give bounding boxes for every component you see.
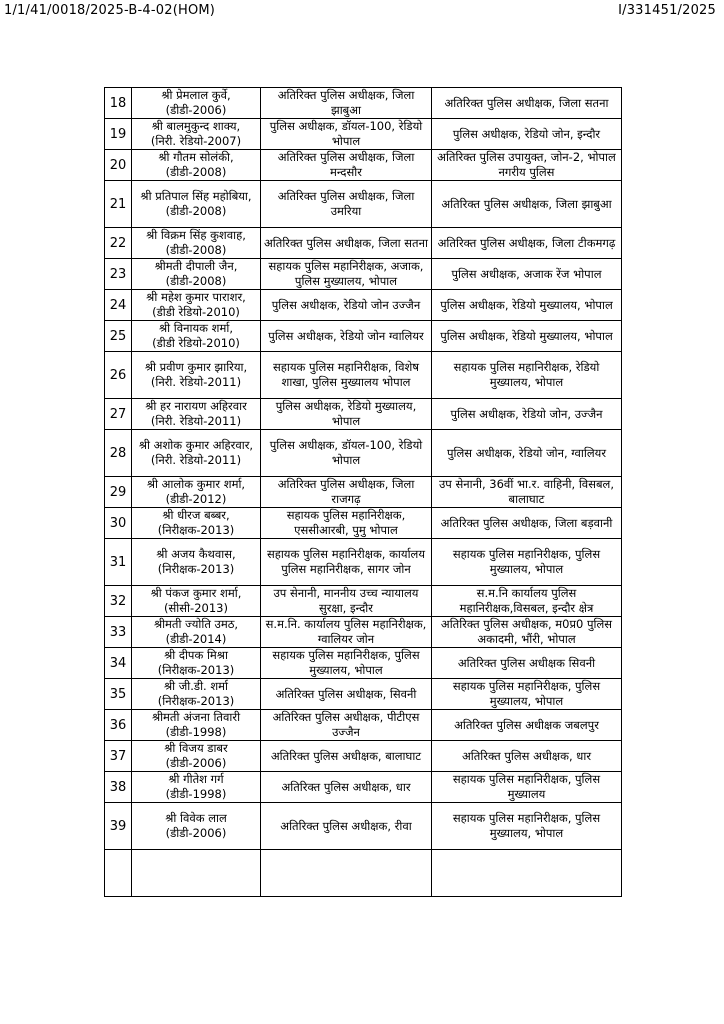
officer-cell — [132, 119, 261, 150]
new-posting — [432, 259, 622, 290]
current-posting — [261, 539, 432, 586]
new-posting-text: अतिरिक्त पुलिस अधीक्षक, म0प्र0 पुलिस अकादमी, भौंरी, भोपाल — [440, 617, 613, 646]
officer-cell — [132, 259, 261, 290]
serial-number: 33 — [105, 617, 132, 648]
serial-number: 37 — [105, 741, 132, 772]
table-row — [105, 321, 622, 352]
new-posting-text: अतिरिक्त पुलिस अधीक्षक जबलपुर — [454, 717, 599, 732]
officer-cell — [132, 710, 261, 741]
new-posting-text: पुलिस अधीक्षक, रेडियो जोन, उज्जैन — [450, 406, 603, 421]
new-posting — [432, 803, 622, 850]
current-posting-text: अतिरिक्त पुलिस अधीक्षक, रीवा — [280, 818, 412, 833]
serial-number: 30 — [105, 508, 132, 539]
table-row — [105, 539, 622, 586]
current-posting-text: अतिरिक्त पुलिस अधीक्षक, जिला सतना — [264, 235, 428, 250]
current-posting — [261, 259, 432, 290]
officer-name: श्रीमती दीपाली जैन, — [154, 259, 238, 273]
new-posting — [432, 586, 622, 617]
serial-number: 27 — [105, 399, 132, 430]
current-posting — [261, 321, 432, 352]
new-posting — [432, 508, 622, 539]
current-posting-text: सहायक पुलिस महानिरीक्षक, विशेष शाखा, पुलिस मुख्यालय भोपाल — [273, 360, 419, 389]
officer-name: श्री प्रेमलाल कुर्वे, — [161, 88, 231, 102]
officer-batch: (डीडी-2012) — [165, 492, 227, 506]
officer-name: श्री जी.डी. शर्मा — [163, 679, 229, 693]
officer-name: श्री विजय डाबर — [164, 741, 228, 755]
officer-cell — [132, 508, 261, 539]
new-posting-text: अतिरिक्त पुलिस अधीक्षक, जिला झाबुआ — [441, 196, 612, 211]
current-posting — [261, 772, 432, 803]
current-posting — [261, 741, 432, 772]
new-posting-text: अतिरिक्त पुलिस अधीक्षक, जिला टीकमगढ़ — [437, 235, 616, 250]
serial-number: 38 — [105, 772, 132, 803]
current-posting-text: अतिरिक्त पुलिस अधीक्षक, जिला मन्दसौर — [277, 150, 415, 179]
empty-cell — [261, 850, 432, 897]
new-posting-text: सहायक पुलिस महानिरीक्षक, पुलिस मुख्यालय, भोपाल — [452, 811, 601, 840]
serial-number: 25 — [105, 321, 132, 352]
current-posting — [261, 290, 432, 321]
officer-cell — [132, 679, 261, 710]
new-posting — [432, 679, 622, 710]
current-posting — [261, 181, 432, 228]
officer-batch: (निरी. रेडियो-2011) — [150, 375, 242, 389]
table-row — [105, 772, 622, 803]
officer-name: श्री प्रवीण कुमार झारिया, — [144, 360, 248, 374]
table-row — [105, 710, 622, 741]
new-posting — [432, 352, 622, 399]
serial-number: 35 — [105, 679, 132, 710]
officer-name: श्री धीरज बब्बर, — [162, 508, 230, 522]
serial-number: 20 — [105, 150, 132, 181]
officer-cell — [132, 88, 261, 119]
current-posting — [261, 679, 432, 710]
current-posting-text: अतिरिक्त पुलिस अधीक्षक, धार — [281, 779, 411, 794]
serial-number: 29 — [105, 477, 132, 508]
current-posting-text: पुलिस अधीक्षक, रेडियो मुख्यालय, भोपाल — [275, 399, 417, 428]
officer-name: श्री आलोक कुमार शर्मा, — [146, 477, 246, 491]
officer-batch: (डीडी-2014) — [165, 632, 227, 646]
officer-cell — [132, 586, 261, 617]
current-posting — [261, 430, 432, 477]
officer-batch: (डीडी-1998) — [165, 725, 227, 739]
current-posting-text: अतिरिक्त पुलिस अधीक्षक, पीटीएस उज्जैन — [272, 710, 420, 739]
table-row — [105, 352, 622, 399]
table-row — [105, 477, 622, 508]
new-posting — [432, 399, 622, 430]
officer-name: श्री विवेक लाल — [165, 811, 227, 825]
new-posting — [432, 430, 622, 477]
officer-name: श्रीमती अंजना तिवारी — [151, 710, 241, 724]
transfer-table-body — [105, 88, 622, 897]
officer-batch: (डीडी-2008) — [165, 243, 227, 257]
officer-batch: (निरीक्षक-2013) — [157, 562, 235, 576]
new-posting — [432, 181, 622, 228]
officer-name: श्री दीपक मिश्रा — [164, 648, 228, 662]
serial-number: 34 — [105, 648, 132, 679]
officer-batch: (डीडी-2006) — [165, 826, 227, 840]
officer-cell — [132, 539, 261, 586]
new-posting — [432, 119, 622, 150]
table-row — [105, 259, 622, 290]
empty-row — [105, 850, 622, 897]
new-posting-text: अतिरिक्त पुलिस अधीक्षक, जिला बड़वानी — [440, 515, 613, 530]
officer-batch: (डीडी रेडियो-2010) — [152, 336, 240, 350]
officer-name: श्री अजय कैथवास, — [156, 547, 236, 561]
current-posting-text: स.म.नि. कार्यालय पुलिस महानिरीक्षक, ग्वालियर जोन — [265, 617, 427, 646]
serial-number: 23 — [105, 259, 132, 290]
officer-name: श्री बालमुकुन्द शाक्य, — [151, 119, 241, 133]
transfer-table — [104, 87, 622, 897]
new-posting — [432, 772, 622, 803]
table-row — [105, 679, 622, 710]
current-posting-text: उप सेनानी, माननीय उच्च न्यायालय सुरक्षा, इन्दौर — [273, 586, 419, 615]
table-row — [105, 430, 622, 477]
officer-cell — [132, 399, 261, 430]
table-row — [105, 88, 622, 119]
new-posting — [432, 648, 622, 679]
officer-batch: (डीडी रेडियो-2010) — [152, 305, 240, 319]
officer-name: श्री पंकज कुमार शर्मा, — [150, 586, 242, 600]
new-posting-text: स.म.नि कार्यालय पुलिस महानिरीक्षक,विसबल, इन्दौर क्षेत्र — [459, 586, 594, 615]
new-posting — [432, 617, 622, 648]
current-posting — [261, 150, 432, 181]
officer-name: श्री अशोक कुमार अहिरवार, — [138, 438, 254, 452]
officer-batch: (सीसी-2013) — [164, 601, 228, 615]
current-posting — [261, 803, 432, 850]
new-posting-text: पुलिस अधीक्षक, रेडियो जोन, ग्वालियर — [446, 445, 607, 460]
officer-batch: (निरीक्षक-2013) — [157, 523, 235, 537]
officer-cell — [132, 150, 261, 181]
empty-cell — [432, 850, 622, 897]
empty-cell — [105, 850, 132, 897]
table-row — [105, 741, 622, 772]
officer-batch: (निरी. रेडियो-2011) — [150, 414, 242, 428]
officer-name: श्री गीतेश गर्ग — [168, 772, 224, 786]
new-posting — [432, 228, 622, 259]
new-posting-text: पुलिस अधीक्षक, रेडियो मुख्यालय, भोपाल — [440, 297, 613, 312]
current-posting-text: पुलिस अधीक्षक, डॉयल-100, रेडियो भोपाल — [269, 119, 423, 148]
current-posting-text: अतिरिक्त पुलिस अधीक्षक, जिला उमरिया — [277, 189, 415, 218]
officer-name: श्री विनायक शर्मा, — [159, 321, 233, 335]
officer-batch: (निरीक्षक-2013) — [157, 663, 235, 677]
officer-cell — [132, 741, 261, 772]
serial-number: 18 — [105, 88, 132, 119]
table-row — [105, 399, 622, 430]
officer-batch: (निरीक्षक-2013) — [157, 694, 235, 708]
serial-number: 36 — [105, 710, 132, 741]
officer-name: श्री हर नारायण अहिरवार — [145, 399, 247, 413]
new-posting — [432, 321, 622, 352]
officer-name: श्री गौतम सोलंकी, — [158, 150, 234, 164]
officer-cell — [132, 181, 261, 228]
new-posting-text: पुलिस अधीक्षक, रेडियो मुख्यालय, भोपाल — [440, 328, 613, 343]
new-posting — [432, 539, 622, 586]
empty-cell — [132, 850, 261, 897]
officer-name: श्री प्रतिपाल सिंह महोबिया, — [140, 189, 252, 203]
current-posting — [261, 586, 432, 617]
new-posting-text: सहायक पुलिस महानिरीक्षक, पुलिस मुख्यालय, भोपाल — [452, 679, 601, 708]
current-posting — [261, 119, 432, 150]
officer-name: श्री विक्रम सिंह कुशवाह, — [146, 228, 246, 242]
current-posting — [261, 352, 432, 399]
new-posting-text: अतिरिक्त पुलिस अधीक्षक, धार — [461, 748, 592, 763]
new-posting — [432, 710, 622, 741]
officer-batch: (डीडी-2006) — [165, 103, 227, 117]
current-posting — [261, 88, 432, 119]
officer-batch: (निरी. रेडियो-2011) — [150, 453, 242, 467]
serial-number: 32 — [105, 586, 132, 617]
officer-batch: (डीडी-2006) — [165, 756, 227, 770]
table-row — [105, 648, 622, 679]
table-row — [105, 586, 622, 617]
file-number: 1/1/41/0018/2025-B-4-02(HOM) — [4, 3, 216, 18]
current-posting — [261, 508, 432, 539]
current-posting — [261, 648, 432, 679]
officer-cell — [132, 803, 261, 850]
officer-cell — [132, 648, 261, 679]
current-posting-text: सहायक पुलिस महानिरीक्षक, अजाक, पुलिस मुख्यालय, भोपाल — [268, 259, 424, 288]
serial-number: 28 — [105, 430, 132, 477]
current-posting — [261, 710, 432, 741]
officer-cell — [132, 617, 261, 648]
new-posting — [432, 290, 622, 321]
officer-batch: (डीडी-2008) — [165, 204, 227, 218]
new-posting-text: अतिरिक्त पुलिस अधीक्षक सिवनी — [457, 655, 596, 670]
officer-batch: (निरी. रेडियो-2007) — [150, 134, 242, 148]
new-posting — [432, 150, 622, 181]
current-posting-text: अतिरिक्त पुलिस अधीक्षक, जिला झाबुआ — [277, 88, 415, 117]
officer-batch: (डीडी-1998) — [165, 787, 227, 801]
officer-name: श्री महेश कुमार पाराशर, — [146, 290, 246, 304]
officer-cell — [132, 477, 261, 508]
serial-number: 26 — [105, 352, 132, 399]
serial-number: 22 — [105, 228, 132, 259]
officer-cell — [132, 290, 261, 321]
new-posting-text: अतिरिक्त पुलिस अधीक्षक, जिला सतना — [444, 95, 609, 110]
new-posting-text: सहायक पुलिस महानिरीक्षक, पुलिस मुख्यालय, भोपाल — [452, 547, 601, 576]
officer-cell — [132, 228, 261, 259]
table-row — [105, 803, 622, 850]
new-posting-text: पुलिस अधीक्षक, अजाक रेंज भोपाल — [451, 266, 602, 281]
table-row — [105, 150, 622, 181]
officer-name: श्रीमती ज्योति उमठ, — [153, 617, 239, 631]
current-posting-text: सहायक पुलिस महानिरीक्षक, कार्यालय पुलिस महानिरीक्षक, सागर जोन — [266, 547, 426, 576]
new-posting-text: उप सेनानी, 36वीं भा.र. वाहिनी, विसबल, बालाघाट — [439, 477, 614, 506]
officer-cell — [132, 772, 261, 803]
new-posting — [432, 741, 622, 772]
table-row — [105, 508, 622, 539]
serial-number: 21 — [105, 181, 132, 228]
current-posting-text: पुलिस अधीक्षक, रेडियो जोन उज्जैन — [271, 297, 421, 312]
current-posting-text: अतिरिक्त पुलिस अधीक्षक, बालाघाट — [270, 748, 422, 763]
new-posting-text: अतिरिक्त पुलिस उपायुक्त, जोन-2, भोपाल नगरीय पुलिस — [437, 150, 616, 179]
current-posting-text: पुलिस अधीक्षक, रेडियो जोन ग्वालियर — [268, 328, 424, 343]
table-row — [105, 119, 622, 150]
officer-batch: (डीडी-2008) — [165, 165, 227, 179]
reference-number: I/331451/2025 — [618, 3, 716, 18]
new-posting-text: सहायक पुलिस महानिरीक्षक, पुलिस मुख्यालय — [452, 772, 601, 801]
serial-number: 39 — [105, 803, 132, 850]
table-row — [105, 181, 622, 228]
new-posting — [432, 88, 622, 119]
new-posting — [432, 477, 622, 508]
current-posting-text: सहायक पुलिस महानिरीक्षक, एससीआरबी, पुमु भोपाल — [286, 508, 406, 537]
serial-number: 19 — [105, 119, 132, 150]
table-row — [105, 290, 622, 321]
current-posting-text: अतिरिक्त पुलिस अधीक्षक, जिला राजगढ़ — [277, 477, 415, 506]
officer-cell — [132, 430, 261, 477]
officer-batch: (डीडी-2008) — [165, 274, 227, 288]
current-posting — [261, 477, 432, 508]
table-row — [105, 617, 622, 648]
current-posting — [261, 228, 432, 259]
current-posting — [261, 617, 432, 648]
serial-number: 24 — [105, 290, 132, 321]
new-posting-text: पुलिस अधीक्षक, रेडियो जोन, इन्दौर — [452, 126, 601, 141]
new-posting-text: सहायक पुलिस महानिरीक्षक, रेडियो मुख्यालय, भोपाल — [453, 360, 600, 389]
serial-number: 31 — [105, 539, 132, 586]
table-row — [105, 228, 622, 259]
officer-cell — [132, 352, 261, 399]
current-posting-text: अतिरिक्त पुलिस अधीक्षक, सिवनी — [275, 686, 417, 701]
current-posting-text: पुलिस अधीक्षक, डॉयल-100, रेडियो भोपाल — [269, 438, 423, 467]
officer-cell — [132, 321, 261, 352]
current-posting-text: सहायक पुलिस महानिरीक्षक, पुलिस मुख्यालय, भोपाल — [272, 648, 420, 677]
current-posting — [261, 399, 432, 430]
